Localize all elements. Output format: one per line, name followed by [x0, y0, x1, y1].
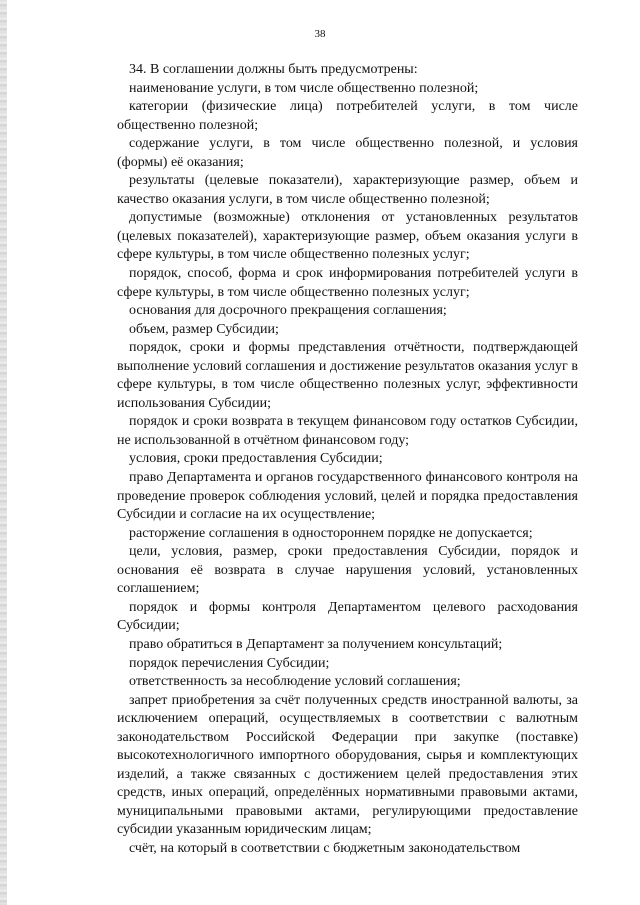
- paragraph: результаты (целевые показатели), характеризующие размер, объем и качество оказания услуги, в том числе общественно полезной;: [117, 173, 578, 207]
- paragraph: содержание услуги, в том числе общественно полезной, и условия (формы) её оказания;: [117, 136, 578, 170]
- paragraph: цели, условия, размер, сроки предоставления Субсидии, порядок и основания её возврата в случае нарушения условий, установленных соглашением;: [117, 544, 578, 597]
- paragraph: категории (физические лица) потребителей услуги, в том числе общественно полезной;: [117, 99, 578, 133]
- paragraph-heading: 34. В соглашении должны быть предусмотрены:: [129, 62, 418, 77]
- paragraph: право обратиться в Департамент за получением консультаций;: [129, 636, 503, 652]
- scan-edge: [0, 0, 7, 905]
- paragraph: порядок, сроки и формы представления отчётности, подтверждающей выполнение условий соглашения и достижение результатов оказания услуг в сфере культуры, в том числе общественно полезных услуг, эффективности использования Субсидии;: [117, 340, 578, 411]
- paragraph: запрет приобретения за счёт полученных средств иностранной валюты, за исключением операций, осуществляемых в соответствии с валютным законодательством Российской Федерации при закупке (поставке) высокотехнологичного импортного оборудования, сырья и комплектующих изделий, а также связанных с достижением целей предоставления этих средств, иных операций, определённых нормативными правовыми актами, муниципальными правовыми актами, регулирующими предоставление субсидии указанным юридическим лицам;: [117, 692, 578, 838]
- paragraph: счёт, на который в соответствии с бюджетным законодательством: [129, 840, 521, 856]
- paragraph: порядок перечисления Субсидии;: [129, 655, 330, 671]
- paragraph: порядок и формы контроля Департаментом целевого расходования Субсидии;: [117, 599, 578, 634]
- paragraph: расторжение соглашения в одностороннем порядке не допускается;: [129, 525, 533, 541]
- paragraph: право Департамента и органов государственного финансового контроля на проведение проверок соблюдения условий, целей и порядка предоставления Субсидии и согласие на их осуществление;: [117, 470, 578, 523]
- paragraph: объем, размер Субсидии;: [129, 321, 279, 337]
- paragraph: основания для досрочного прекращения соглашения;: [129, 303, 447, 319]
- paragraph: условия, сроки предоставления Субсидии;: [129, 451, 383, 467]
- paragraph: ответственность за несоблюдение условий соглашения;: [129, 674, 461, 690]
- paragraph: допустимые (возможные) отклонения от установленных результатов (целевых показателей), характеризующие размер, объем оказания услуги в сфере культуры, в том числе общественно полезных услуг;: [117, 210, 578, 263]
- paragraph: наименование услуги, в том числе общественно полезной;: [129, 80, 479, 96]
- page-number: 38: [314, 28, 326, 40]
- paragraph: порядок, способ, форма и срок информирования потребителей услуги в сфере культуры, в том числе общественно полезных услуг;: [117, 266, 578, 300]
- paragraph: порядок и сроки возврата в текущем финансовом году остатков Субсидии, не использованной в отчётном финансовом году;: [117, 414, 578, 448]
- document-body: [117, 61, 578, 859]
